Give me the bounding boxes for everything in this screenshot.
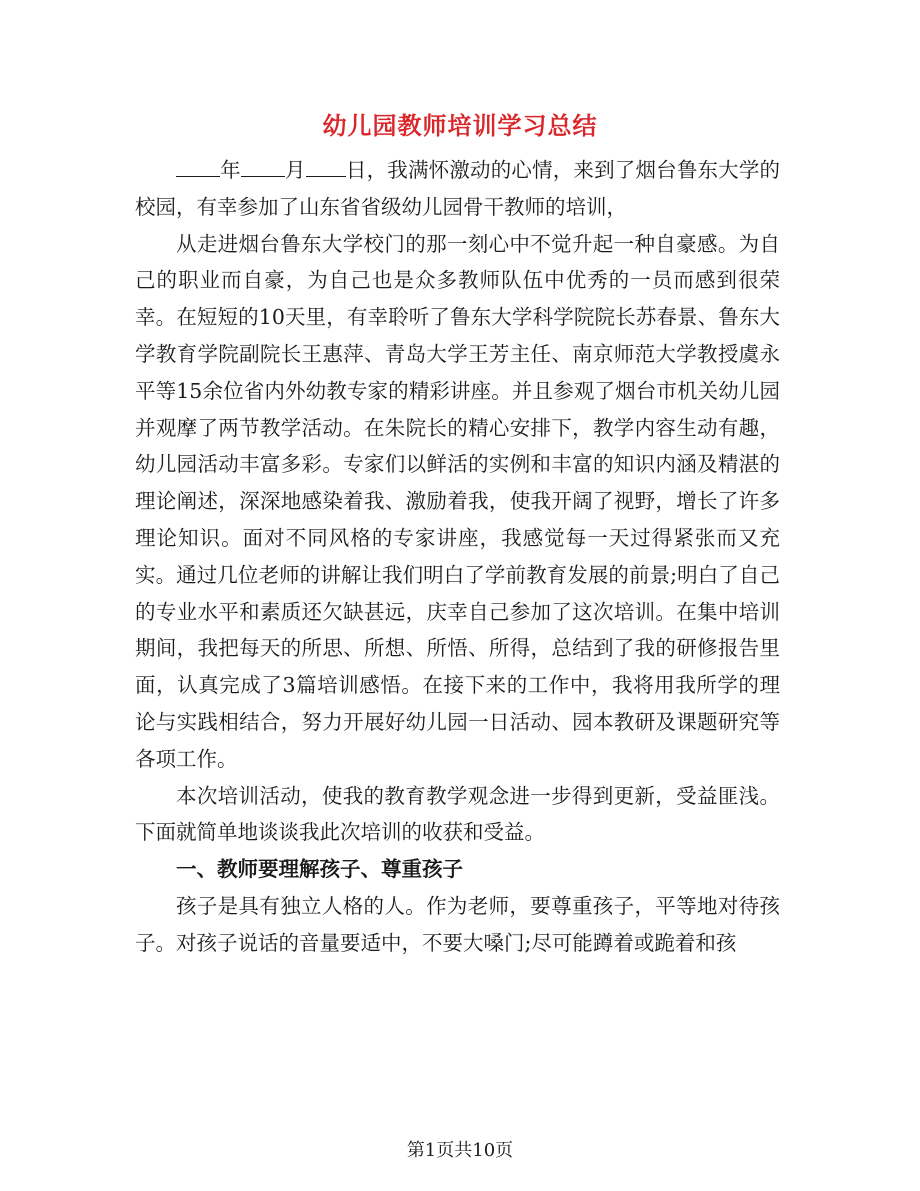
year-blank: [176, 154, 220, 177]
month-blank: [241, 154, 285, 177]
paragraph-date-intro: [135, 152, 780, 226]
month-label: 月: [284, 158, 306, 182]
day-label: 日: [345, 158, 367, 182]
intro-text: ，我满怀激动的心情，来到了烟台鲁东大学的校园，有幸参加了山东省省级幼儿园骨干教师的培训，: [135, 158, 781, 219]
paragraph-summary: 本次培训活动，使我的教育教学观念进一步得到更新，受益匪浅。下面就简单地谈谈我此次培训的收获和受益。: [135, 783, 780, 845]
document-title: 幼儿园教师培训学习总结: [322, 111, 598, 140]
page-footer: 第1页共10页: [406, 1140, 514, 1161]
year-label: 年: [220, 158, 241, 182]
document-body: [135, 152, 780, 962]
section-heading: 一、教师要理解孩子、尊重孩子: [176, 857, 463, 882]
paragraph-experience: 从走进烟台鲁东大学校门的那一刻心中不觉升起一种自豪感。为自己的职业而自豪，为自己也是众多教师队伍中优秀的一员而感到很荣幸。在短短的10天里，有幸聆听了鲁东大学科学院院长苏春景、鲁东大学教育学院副院长王惠萍、青岛大学王芳主任、南京师范大学教授虞永平等15余位省内外幼教专家的精彩讲座。并且参观了烟台市机关幼儿园并观摩了两节教学活动。在朱院长的精心安排下，教学内容生动有趣，幼儿园活动丰富多彩。专家们以鲜活的实例和丰富的知识内涵及精湛的理论阐述，深深地感染着我、激励着我，使我开阔了视野，增长了许多理论知识。面对不同风格的专家讲座，我感觉每一天过得紧张而又充实。通过几位老师的讲解让我们明白了学前教育发展的前景;明白了自己的专业水平和素质还欠缺甚远，庆幸自己参加了这次培训。在集中培训期间，我把每天的所思、所想、所悟、所得，总结到了我的研修报告里面，认真完成了3篇培训感悟。在接下来的工作中，我将用我所学的理论与实践相结合，努力开展好幼儿园一日活动、园本教研及课题研究等各项工作。: [135, 231, 780, 771]
day-blank: [306, 154, 346, 177]
paragraph-respect-children: 孩子是具有独立人格的人。作为老师，要尊重孩子，平等地对待孩子。对孩子说话的音量要适中，不要大嗓门;尽可能蹲着或跪着和孩: [135, 893, 780, 955]
